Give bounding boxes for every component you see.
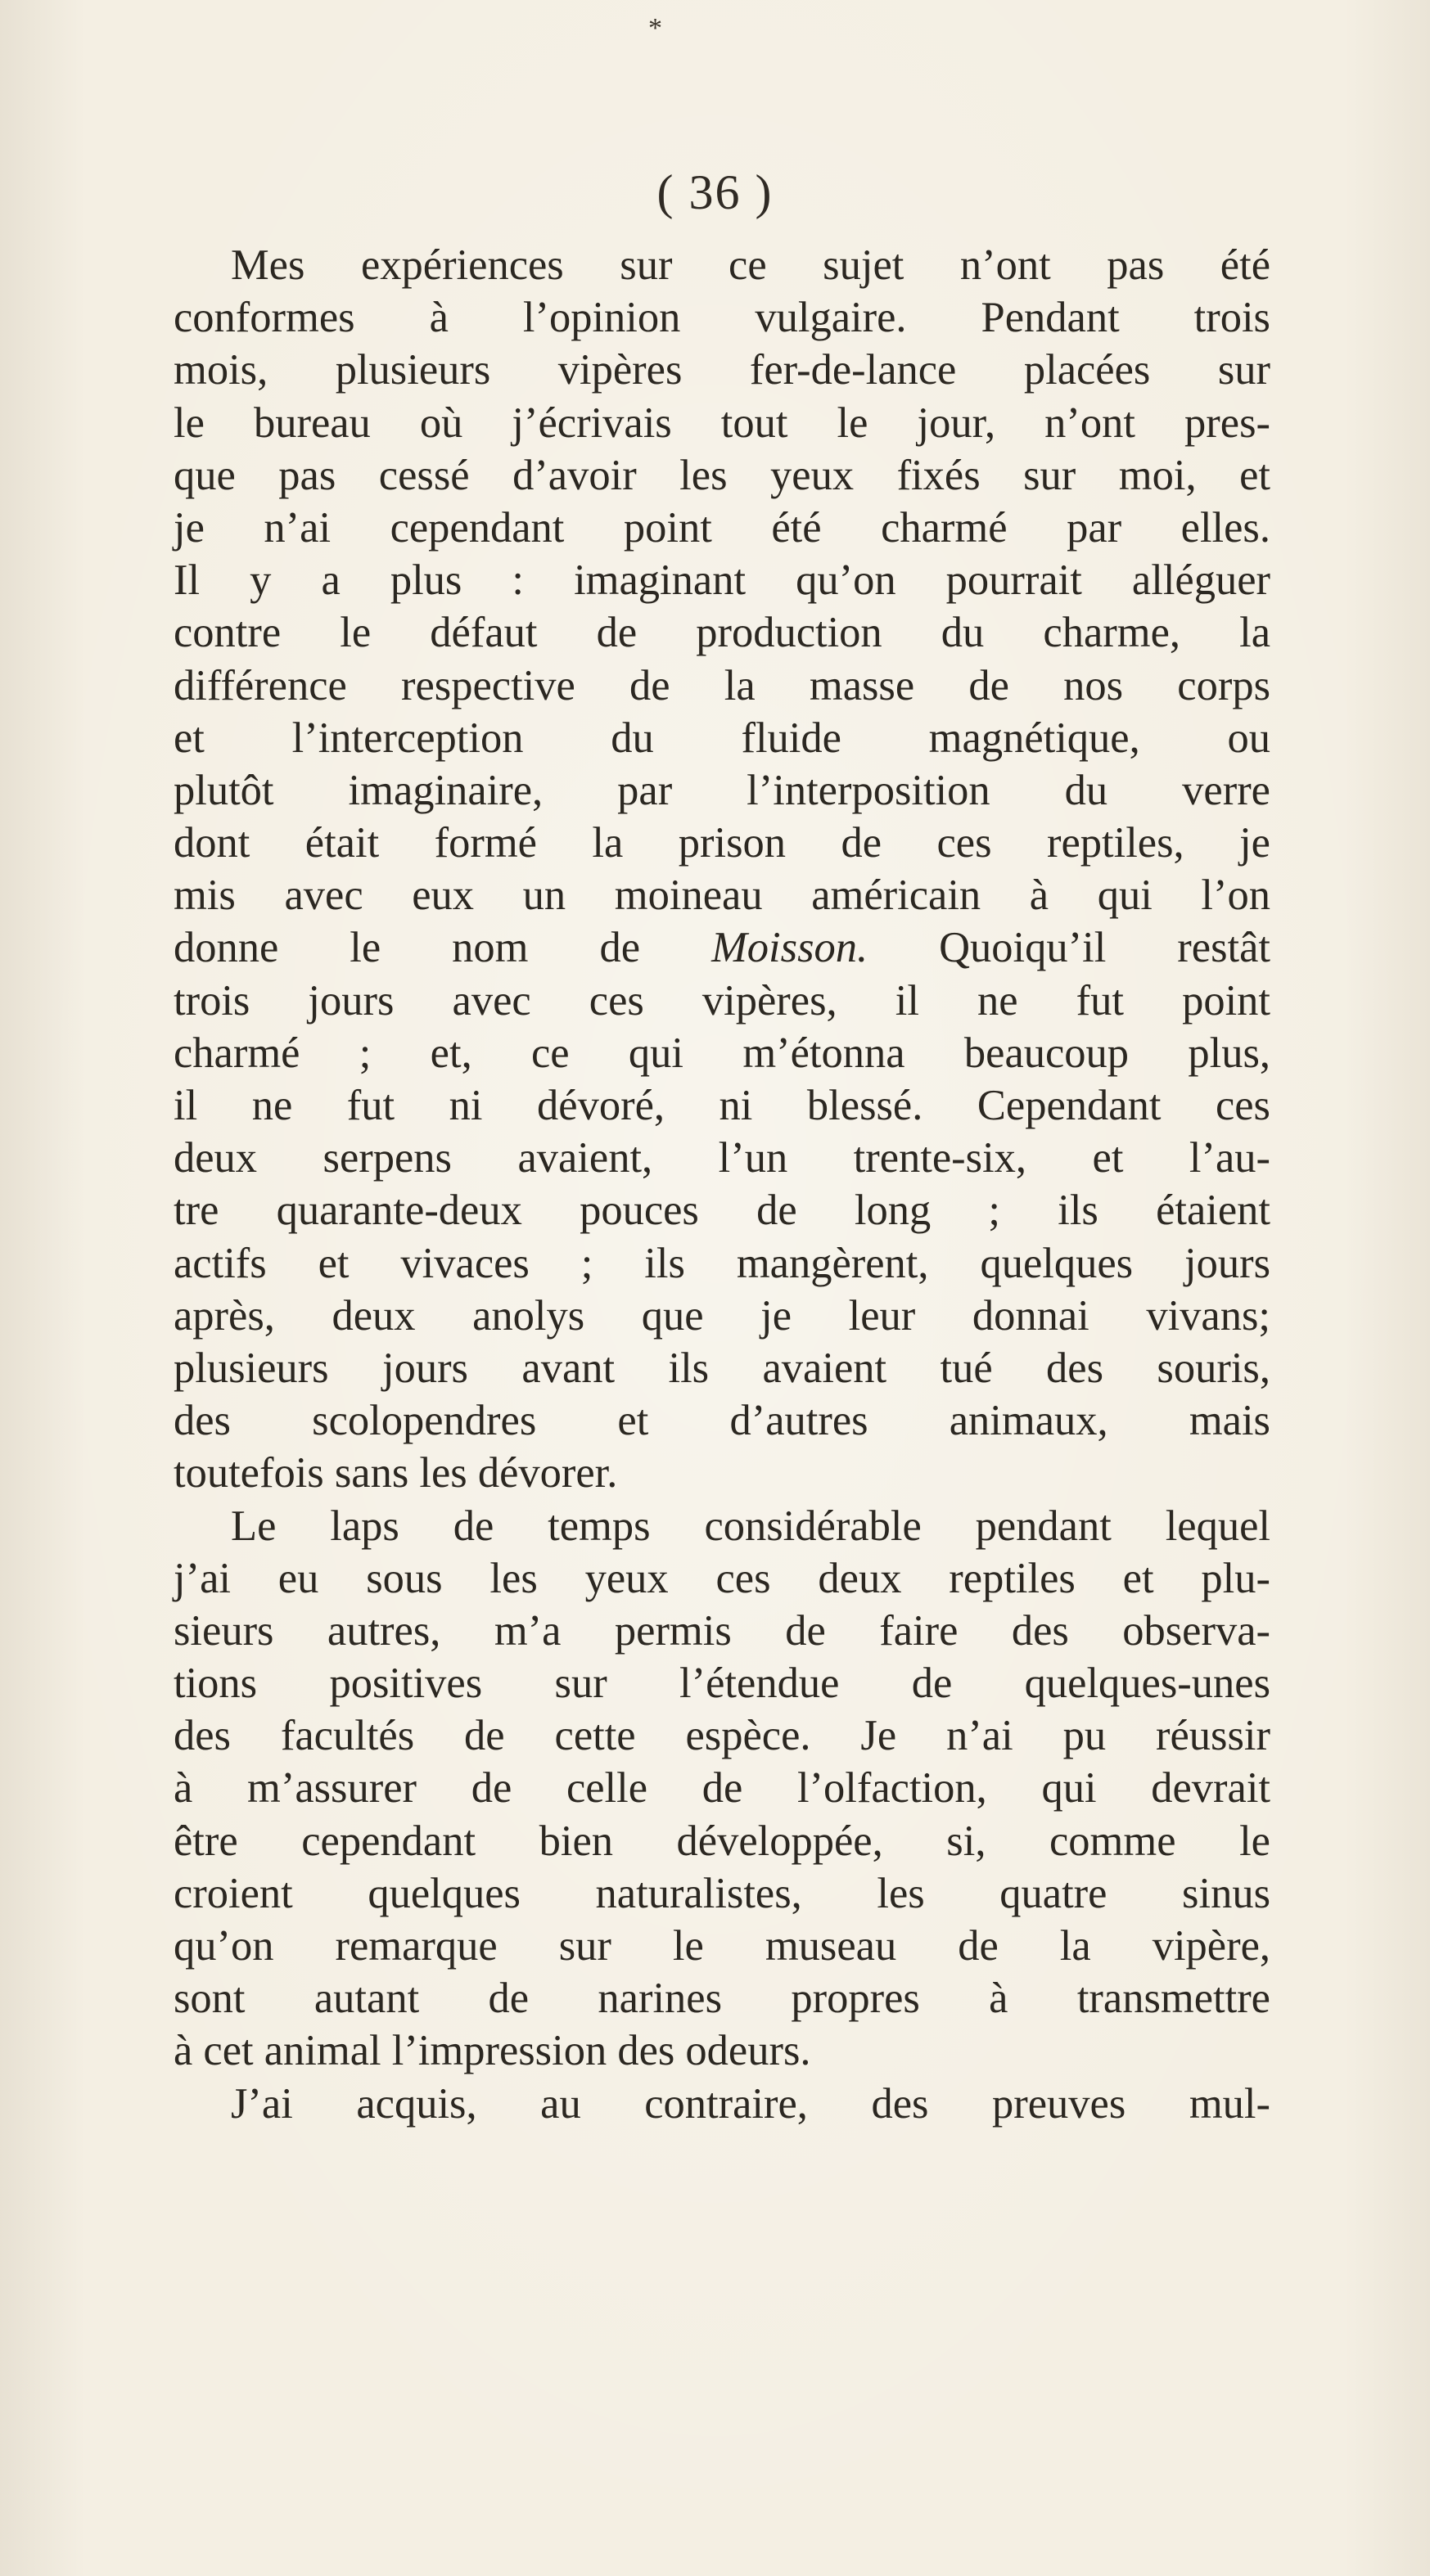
- text-line: et l’interception du fluide magnétique, ou: [174, 714, 1270, 762]
- text-segment: Quoiqu’il restât: [868, 924, 1270, 972]
- text-line: mois, plusieurs vipères fer-de-lance placées sur: [174, 346, 1270, 394]
- text-segment: donne le nom de: [174, 924, 712, 972]
- text-line: Mes expériences sur ce sujet n’ont pas été: [231, 241, 1270, 289]
- text-line: dont était formé la prison de ces reptiles, je: [174, 819, 1270, 867]
- text-line: des facultés de cette espèce. Je n’ai pu réussir: [174, 1712, 1270, 1760]
- page-number: ( 36 ): [656, 165, 774, 219]
- text-line: trois jours avec ces vipères, il ne fut point: [174, 976, 1270, 1025]
- text-line: tions positives sur l’étendue de quelques-unes: [174, 1660, 1270, 1708]
- text-line: croient quelques naturalistes, les quatre sinus: [174, 1869, 1270, 1917]
- text-line: être cependant bien développée, si, comme le: [174, 1817, 1270, 1865]
- text-line: tre quarante-deux pouces de long ; ils étaient: [174, 1187, 1270, 1235]
- text-line: après, deux anolys que je leur donnai vivans;: [174, 1291, 1270, 1340]
- text-line: différence respective de la masse de nos corps: [174, 661, 1270, 709]
- text-line: qu’on remarque sur le museau de la vipère,: [174, 1922, 1270, 1970]
- text-line: le bureau où j’écrivais tout le jour, n’ont pres-: [174, 399, 1270, 447]
- text-line: sont autant de narines propres à transmettre: [174, 1975, 1270, 2023]
- text-line: à cet animal l’impression des odeurs.: [174, 2027, 811, 2075]
- italic-name: Moisson.: [711, 924, 868, 972]
- text-line: J’ai acquis, au contraire, des preuves mul-: [231, 2079, 1270, 2128]
- text-line-with-italic: [174, 921, 1270, 974]
- printer-mark: *: [648, 13, 662, 43]
- text-line: il ne fut ni dévoré, ni blessé. Cependant ces: [174, 1082, 1270, 1129]
- text-line: que pas cessé d’avoir les yeux fixés sur moi, et: [174, 451, 1270, 499]
- text-line: charmé ; et, ce qui m’étonna beaucoup plus,: [174, 1029, 1270, 1077]
- text-line: contre le défaut de production du charme, la: [174, 609, 1270, 657]
- text-line: Le laps de temps considérable pendant lequel: [231, 1502, 1270, 1550]
- text-line: plusieurs jours avant ils avaient tué des souris,: [174, 1344, 1270, 1392]
- text-line: actifs et vivaces ; ils mangèrent, quelques jours: [174, 1239, 1270, 1287]
- text-line: conformes à l’opinion vulgaire. Pendant trois: [174, 294, 1270, 342]
- text-line: sieurs autres, m’a permis de faire des observa-: [174, 1606, 1270, 1655]
- body-text: [174, 239, 1270, 2130]
- text-line: deux serpens avaient, l’un trente-six, et l’au-: [174, 1134, 1270, 1182]
- text-line: des scolopendres et d’autres animaux, mais: [174, 1397, 1270, 1445]
- text-line: mis avec eux un moineau américain à qui l’on: [174, 871, 1270, 920]
- text-line: plutôt imaginaire, par l’interposition du verre: [174, 766, 1270, 814]
- text-line: j’ai eu sous les yeux ces deux reptiles et plu-: [174, 1554, 1270, 1602]
- text-line: toutefois sans les dévorer.: [174, 1449, 618, 1497]
- text-line: Il y a plus : imaginant qu’on pourrait alléguer: [174, 556, 1270, 605]
- text-line: je n’ai cependant point été charmé par elles.: [174, 503, 1270, 552]
- text-line: à m’assurer de celle de l’olfaction, qui devrait: [174, 1764, 1270, 1813]
